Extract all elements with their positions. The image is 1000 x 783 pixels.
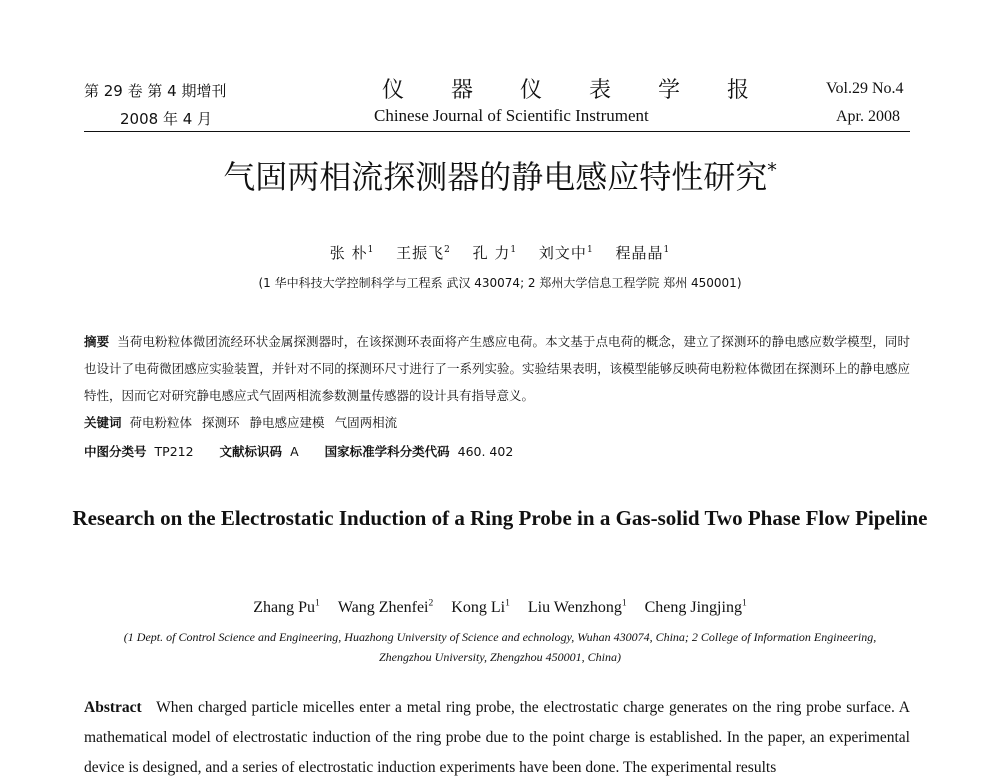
doc-code-label: 文献标识码 [219, 444, 283, 459]
keyword: 探测环 [202, 415, 240, 430]
abstract-en-text: When charged particle micelles enter a metal ring probe, the electrostatic charge generates on the ring probe surface. A mathematical model of electrostatic induction of the ring probe due to the point charge is established. In the paper, an experimental device is designed, and a series of electrostatic induction experiments have been done. The experimental results [84, 699, 911, 776]
abstract-cn-label: 摘要 [84, 334, 110, 349]
doc-code-value: A [290, 444, 299, 459]
author-en: Zhang Pu$^1$ [253, 598, 320, 617]
keyword: 气固两相流 [334, 415, 398, 430]
author-en: Kong Li$^1$ [451, 598, 510, 617]
clc-value: TP212 [154, 444, 194, 459]
abstract-en [84, 693, 910, 783]
keyword: 荷电粉粒体 [129, 415, 193, 430]
date-cn: 2008 年 4 月 [120, 110, 213, 128]
keyword: 静电感应建模 [249, 415, 325, 430]
std-code-label: 国家标准学科分类代码 [324, 444, 450, 459]
author-en: Wang Zhenfei$^2$ [337, 598, 434, 617]
page-title-en: Research on the Electrostatic Induction of a Ring Probe in a Gas-solid Two Phase Flow Pipeline [72, 506, 928, 530]
abstract-cn-text: 当荷电粉粒体微团流经环状金属探测器时，在该探测环表面将产生感应电荷。本文基于点电荷的概念，建立了探测环的静电感应数学模型，同时也设计了电荷微团感应实验装置，并针对不同的探测环尺寸进行了一系列实验。实验结果表明，该模型能够反映荷电粉粒体微团在探测环上的静电感应特性，因而它对研究静电感应式气固两相流参数测量传感器的设计具有指导意义。 [84, 334, 910, 403]
authors-en [0, 598, 1000, 617]
classification-line [84, 442, 535, 460]
date-en: Apr. 2008 [836, 108, 900, 125]
author-cn: 张 朴$^1$ [329, 244, 375, 262]
affiliation-cn: (1 华中科技大学控制科学与工程系 武汉 430074; 2 郑州大学信息工程学院 郑州 450001) [258, 276, 742, 290]
journal-name-cn: 仪 器 仪 表 学 报 [382, 78, 769, 103]
author-en: Cheng Jingjing$^1$ [644, 598, 747, 617]
std-code-value: 460. 402 [457, 444, 514, 459]
author-cn: 刘文中$^1$ [538, 244, 594, 262]
volume-issue-en: Vol.29 No.4 [826, 80, 904, 97]
volume-issue-cn: 第 29 卷 第 4 期增刊 [84, 82, 227, 100]
keywords-cn [84, 413, 419, 431]
journal-name-en: Chinese Journal of Scientific Instrument [374, 106, 649, 125]
keywords-label: 关键词 [84, 415, 122, 430]
author-cn: 王振飞$^2$ [396, 244, 451, 262]
author-en: Liu Wenzhong$^1$ [527, 598, 627, 617]
author-cn: 程晶晶$^1$ [615, 244, 671, 262]
affiliation-en: (1 Dept. of Control Science and Engineering, Huazhong University of Science and echnology, Wuhan 430074, China; 2 College of Information Engineering, Zhengzhou University, Zhengzhou 450001, China) [123, 630, 877, 664]
author-cn: 孔 力$^1$ [472, 244, 518, 262]
clc-label: 中图分类号 [84, 444, 147, 459]
header-rule [84, 131, 910, 132]
abstract-cn [84, 328, 910, 409]
abstract-en-label: Abstract [84, 699, 142, 716]
title-footnote-mark: * [767, 158, 777, 182]
authors-cn [0, 242, 1000, 263]
title-cn-text: 气固两相流探测器的静电感应特性研究 [223, 158, 768, 196]
page-title-cn [0, 152, 1000, 198]
